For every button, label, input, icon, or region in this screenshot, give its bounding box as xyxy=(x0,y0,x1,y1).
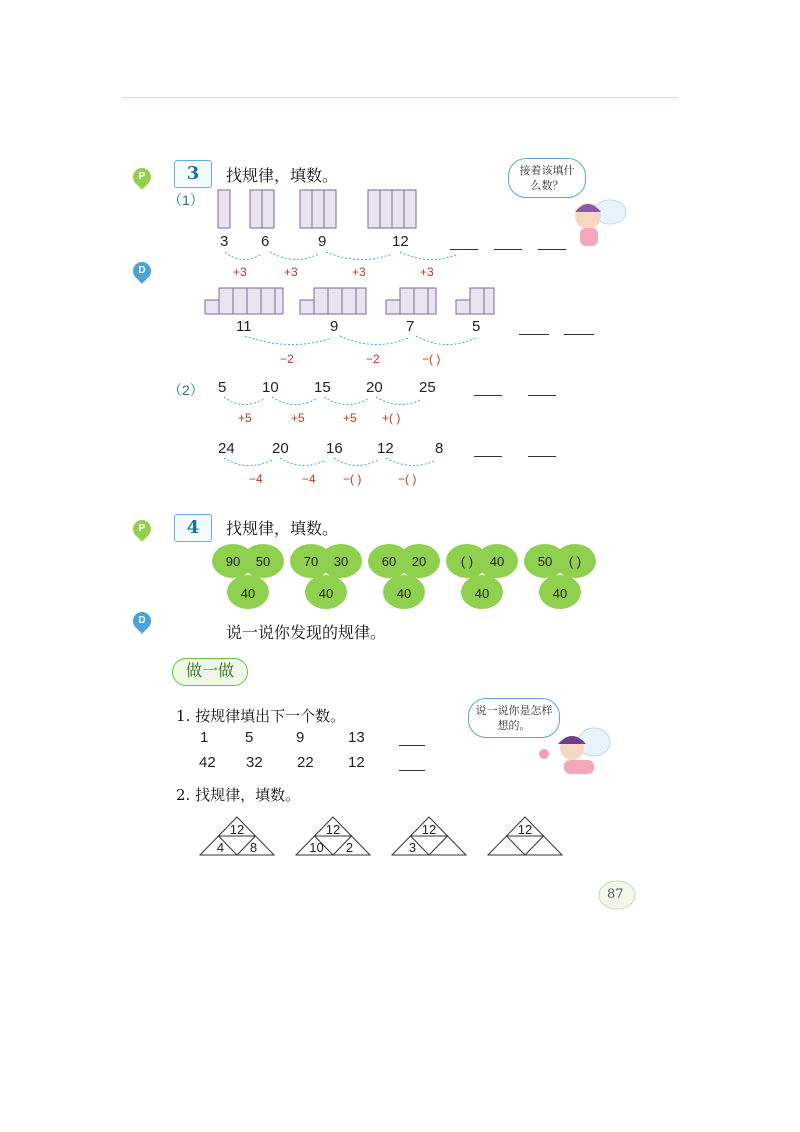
row3-op-3: +5 xyxy=(343,411,357,425)
part2-label: （2） xyxy=(168,382,204,398)
exercise2-label: 2. 找规律，填数。 xyxy=(176,786,301,804)
clover-right-number: 50 xyxy=(255,554,271,569)
practice-heading: 做一做 xyxy=(172,658,248,686)
triangle-left-number: 4 xyxy=(216,840,225,855)
practice-speech-bubble: 说一说你是怎样想的。 xyxy=(468,698,560,738)
row4-number-4: 12 xyxy=(377,440,394,457)
triangle-top-number: 12 xyxy=(325,822,341,837)
ex1-row1-blank[interactable] xyxy=(399,745,425,746)
ex1-row2-n4: 12 xyxy=(348,754,365,771)
row3-op-1: +5 xyxy=(238,411,252,425)
row2-op-3: −( ) xyxy=(422,352,441,366)
clover-bottom-number: 40 xyxy=(552,586,568,601)
ex1-row1-n3: 9 xyxy=(296,729,305,746)
ex1-row2-n2: 32 xyxy=(246,754,263,771)
row4-op-3: −( ) xyxy=(343,472,362,486)
triangle-top-number: 12 xyxy=(517,822,533,837)
clover-4 xyxy=(446,544,518,609)
row4-number-5: 8 xyxy=(435,440,444,457)
row3-number-3: 15 xyxy=(314,379,331,396)
row1-op-2: +3 xyxy=(284,265,298,279)
clover-right-number: ( ) xyxy=(568,554,582,569)
row4-number-1: 24 xyxy=(218,440,235,457)
clover-right-number: 30 xyxy=(333,554,349,569)
row2-number-3: 7 xyxy=(406,318,415,335)
number-triangle-4 xyxy=(488,817,562,855)
ex1-row2-n1: 42 xyxy=(199,754,216,771)
clover-bottom-number: 40 xyxy=(396,586,412,601)
clover-bottom-number: 40 xyxy=(474,586,490,601)
triangle-right-number: 2 xyxy=(345,840,354,855)
number-triangle-2 xyxy=(296,817,370,855)
section4-prompt: 说一说你发现的规律。 xyxy=(226,623,387,642)
row3-arrows xyxy=(222,395,432,413)
row4-blank-1[interactable] xyxy=(474,456,502,457)
ex1-row2-blank[interactable] xyxy=(399,770,425,771)
top-rule xyxy=(122,97,678,98)
row3-number-2: 10 xyxy=(262,379,279,396)
row1-number-1: 3 xyxy=(220,233,229,250)
row4-number-3: 16 xyxy=(326,440,343,457)
clover-bottom-number: 40 xyxy=(318,586,334,601)
ex1-row1-n1: 1 xyxy=(200,729,209,746)
row4-op-2: −4 xyxy=(302,472,316,486)
row3-number-1: 5 xyxy=(218,379,227,396)
clover-2 xyxy=(290,544,362,609)
row1-number-4: 12 xyxy=(392,233,409,250)
ex1-row2-n3: 22 xyxy=(297,754,314,771)
row3-op-2: +5 xyxy=(291,411,305,425)
row2-blank-1[interactable] xyxy=(519,334,549,335)
row2-op-2: −2 xyxy=(366,352,380,366)
problem-badge-4: 4 xyxy=(174,514,212,542)
row3-number-4: 20 xyxy=(366,379,383,396)
number-triangle-1 xyxy=(200,817,274,855)
row1-op-4: +3 xyxy=(420,265,434,279)
row4-op-4: −( ) xyxy=(398,472,417,486)
clover-1 xyxy=(212,544,284,609)
row1-blank-2[interactable] xyxy=(494,249,522,250)
fairy-speech-bubble: 接着该填什么数？ xyxy=(508,158,586,198)
fairy-illustration xyxy=(560,192,630,252)
row4-op-1: −4 xyxy=(249,472,263,486)
part1-label: （1） xyxy=(168,192,204,208)
row2-op-1: −2 xyxy=(280,352,294,366)
clover-right-number: 40 xyxy=(489,554,505,569)
row2-number-1: 11 xyxy=(236,318,252,335)
row1-op-3: +3 xyxy=(352,265,366,279)
row1-blank-3[interactable] xyxy=(538,249,566,250)
row1-op-1: +3 xyxy=(233,265,247,279)
blue-marker-icon: D xyxy=(129,608,154,633)
triangle-left-number: 10 xyxy=(309,840,324,855)
ex1-row1-n2: 5 xyxy=(245,729,254,746)
row2-arrows xyxy=(240,334,500,354)
bar-groups-row1 xyxy=(210,188,440,230)
row1-number-2: 6 xyxy=(261,233,270,250)
triangle-right-number: 8 xyxy=(249,840,258,855)
row2-number-4: 5 xyxy=(472,318,481,335)
row3-blank-1[interactable] xyxy=(474,395,502,396)
ex1-row1-n4: 13 xyxy=(348,729,365,746)
row4-number-2: 20 xyxy=(272,440,289,457)
clover-left-number: 90 xyxy=(225,554,241,569)
row3-blank-2[interactable] xyxy=(528,395,556,396)
exercise1-label: 1. 按规律填出下一个数。 xyxy=(176,707,346,725)
staircase-row2 xyxy=(200,286,500,316)
green-marker-icon: P xyxy=(129,516,154,541)
clover-left-number: 70 xyxy=(303,554,319,569)
clover-right-number: 20 xyxy=(411,554,427,569)
row1-number-3: 9 xyxy=(318,233,327,250)
blue-marker-icon: D xyxy=(129,258,154,283)
row3-number-5: 25 xyxy=(419,379,436,396)
triangle-top-number: 12 xyxy=(421,822,437,837)
row2-number-2: 9 xyxy=(330,318,339,335)
triangle-left-number: 3 xyxy=(408,840,417,855)
triangle-top-number: 12 xyxy=(229,822,245,837)
section3-title: 找规律，填数。 xyxy=(226,166,339,185)
girl-illustration xyxy=(536,720,616,786)
row2-blank-2[interactable] xyxy=(564,334,594,335)
section4-title: 找规律，填数。 xyxy=(226,519,339,538)
clover-5 xyxy=(524,544,596,609)
clover-3 xyxy=(368,544,440,609)
row4-blank-2[interactable] xyxy=(528,456,556,457)
clover-left-number: 60 xyxy=(381,554,397,569)
clover-bottom-number: 40 xyxy=(240,586,256,601)
page-number: 87 xyxy=(607,887,624,902)
triangle-group xyxy=(190,815,570,861)
row3-op-4: +( ) xyxy=(382,411,401,425)
green-marker-icon: P xyxy=(129,164,154,189)
clover-left-number: ( ) xyxy=(460,554,474,569)
problem-badge-3: 3 xyxy=(174,160,212,188)
clover-group xyxy=(210,540,610,614)
clover-left-number: 50 xyxy=(537,554,553,569)
number-triangle-3 xyxy=(392,817,466,855)
